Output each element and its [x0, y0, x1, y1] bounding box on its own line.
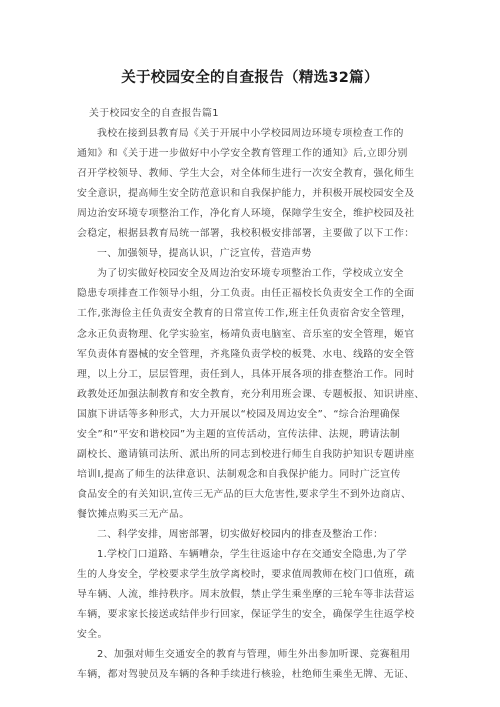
paragraph-line: 车辆，都对驾驶员及车辆的各种手续进行核验，杜绝师生乘坐无牌、无证、 — [77, 669, 415, 681]
paragraph-line: 理，以上分工，层层管理，责任到人，具体开展各项的排查整治工作。同时 — [77, 368, 415, 380]
paragraph-line: 车辆，要求家长接送或结伴步行回家，保证学生的安全，确保学生往返学校 — [77, 609, 415, 621]
paragraph-line: 食品安全的有关知识,宣传三无产品的巨大危害性,要求学生不到外边商店、 — [77, 488, 412, 500]
paragraph-line: 安全意识，提高师生安全防范意识和自我保护能力，并积极开展校园安全及 — [77, 188, 415, 200]
paragraph-line: 1.学校门口道路、车辆嘈杂，学生往返途中存在交通安全隐患,为了学 — [97, 549, 408, 561]
paragraph-line: 我校在接到县教育局《关于开展中小学校园周边环境专项检查工作的 — [97, 128, 404, 140]
paragraph-line: 安全。 — [77, 629, 108, 641]
paragraph-line: 副校长、邀请镇司法所、派出所的同志到校进行师生自我防护知识专题讲座 — [77, 448, 415, 460]
paragraph-line: 军负责体育器械的安全管理，齐兆隆负责学校的板凳、水电、线路的安全管 — [77, 348, 415, 360]
paragraph-line: 通知》和《关于进一步做好中小学安全教育管理工作的通知》后,立即分别 — [77, 148, 408, 160]
paragraph-line: 会稳定，根据县教育局统一部署，我校积极安排部署，主要做了以下工作： — [77, 228, 415, 240]
paragraph-line: 餐饮摊点购买三无产品。 — [77, 508, 190, 520]
paragraph-line: 导车辆、人流，维持秩序。周末放假，禁止学生乘坐摩的三轮车等非法营运 — [77, 589, 415, 601]
document-body — [77, 104, 432, 685]
paragraph-line: 安全”和“平安和谐校园”为主题的宣传活动，宣传法律、法规，聘请法制 — [77, 428, 401, 440]
paragraph-line: 周边治安环境专项整治工作，净化育人环境，保障学生安全，维护校园及社 — [77, 208, 415, 220]
section-heading: 二、科学安排，周密部署，切实做好校园内的排查及整治工作： — [97, 528, 384, 540]
paragraph-line: 工作,张海俭主任负责安全教育的日常宣传工作,班主任负责宿舍安全管理， — [77, 308, 412, 320]
section-heading: 一、加强领导，提高认识，广泛宣传，营造声势 — [97, 248, 312, 260]
paragraph-line: 召开学校领导、教师、学生大会，对全体师生进行一次安全教育，强化师生 — [77, 168, 415, 180]
paragraph-line: 隐患专项排查工作领导小组，分工负责。由任正福校长负责安全工作的全面 — [77, 288, 415, 300]
paragraph-line: 念永正负责物理、化学实验室，杨靖负责电脑室、音乐室的安全管理，姬官 — [77, 328, 415, 340]
paragraph-line: 生的人身安全，学校要求学生放学离校时，要求值周教师在校门口值班，疏 — [77, 569, 415, 581]
paragraph-line: 国旗下讲话等多种形式，大力开展以“校园及周边安全”、“综合治理确保 — [77, 408, 401, 420]
section-subtitle: 关于校园安全的自查报告篇1 — [89, 108, 219, 119]
paragraph-line: 为了切实做好校园安全及周边治安环境专项整治工作，学校成立安全 — [97, 268, 404, 280]
paragraph-line: 培训Ⅰ,提高了师生的法律意识、法制观念和自我保护能力。同时广泛宣传 — [77, 468, 401, 480]
paragraph-line: 2、加强对师生交通安全的教育与管理，师生外出参加听课、竞赛租用 — [97, 649, 411, 661]
paragraph-line: 政教处还加强法制教育和安全教育，充分利用班会课、专题板报、知识讲座、 — [77, 388, 425, 400]
document-title: 关于校园安全的自查报告（精选32篇） — [121, 70, 379, 86]
